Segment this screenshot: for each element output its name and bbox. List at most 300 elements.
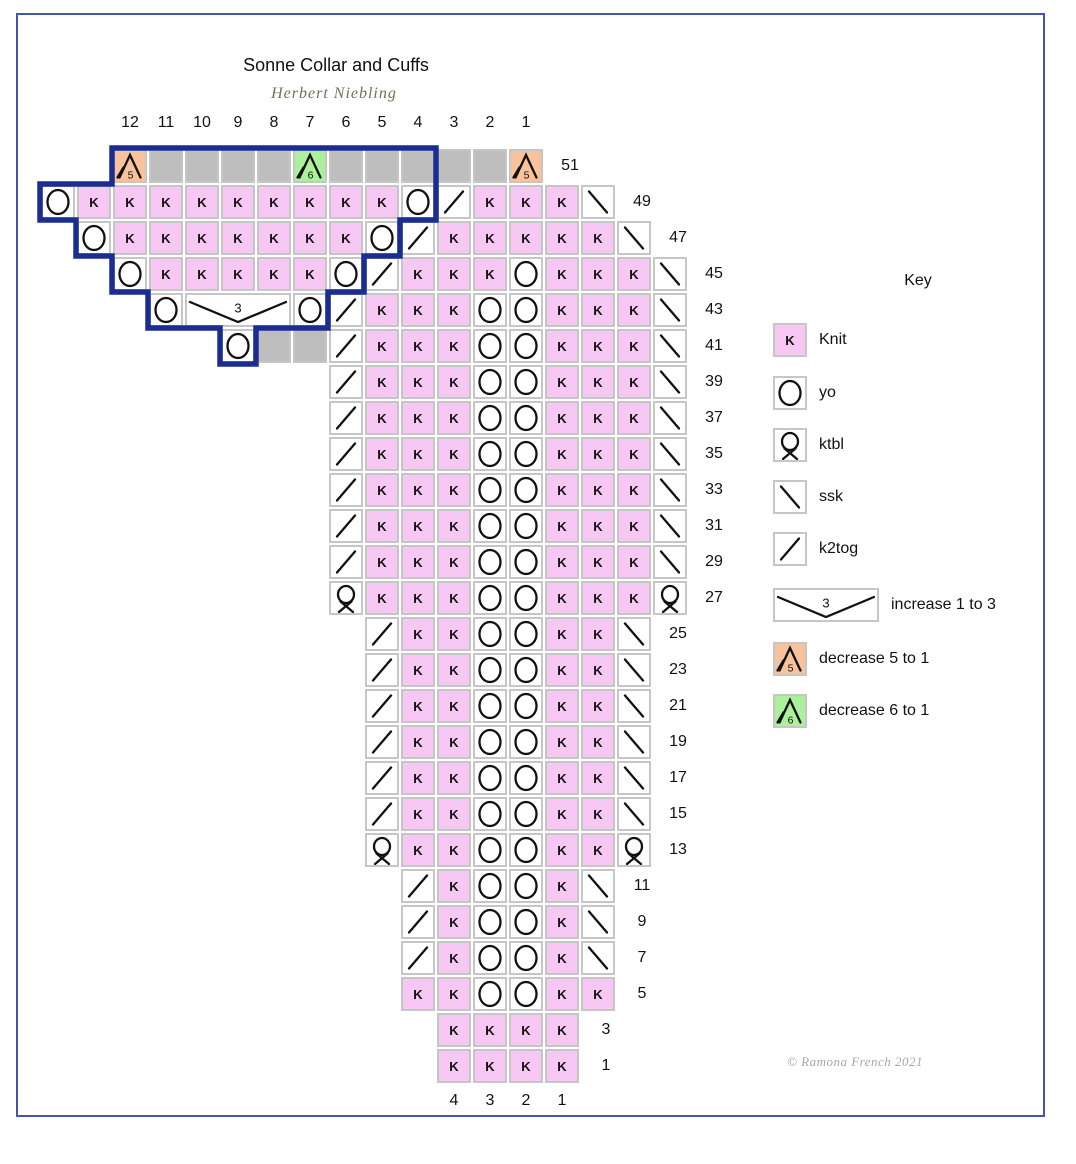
column-number-label: 2 [521,1092,531,1109]
chart-cell-ssk [581,905,615,939]
chart-cell-yo [473,509,507,543]
chart-cell-yo [473,977,507,1011]
chart-cell-k [113,185,147,219]
chart-cell-yo [473,437,507,471]
key-symbol-inc3 [773,588,879,622]
chart-cell-dec5 [509,149,543,183]
knit-glyph: K [305,194,315,210]
chart-cell-k [221,221,255,255]
knit-glyph: K [593,446,603,462]
knit-glyph: K [413,482,423,498]
chart-cell-k [365,329,399,363]
row-number-label: 15 [669,805,687,822]
column-number-label: 7 [305,114,315,131]
row-number-label: 3 [601,1021,611,1038]
chart-cell-k [617,509,651,543]
row-number-label: 33 [705,481,723,498]
chart-cell-k [401,833,435,867]
chart-cell-yo [473,833,507,867]
chart-cell-k [401,365,435,399]
row-number-label: 45 [705,265,723,282]
column-number-label: 3 [449,114,459,131]
knit-glyph: K [413,842,423,858]
knit-glyph: K [413,806,423,822]
chart-cell-ssk [617,653,651,687]
row-number-label: 27 [705,589,723,606]
chart-cell-k [581,653,615,687]
chart-cell-k [257,257,291,291]
chart-cell-ssk [653,365,687,399]
chart-cell-k2tog [329,437,363,471]
chart-cell-k [581,797,615,831]
chart-cell-yo [509,365,543,399]
chart-cell-k [365,293,399,327]
knit-glyph: K [377,482,387,498]
chart-cell-k2tog [365,257,399,291]
chart-cell-gray [293,329,327,363]
knit-glyph: K [413,698,423,714]
knit-glyph: K [593,338,603,354]
chart-cell-k [401,725,435,759]
chart-cell-k [437,1013,471,1047]
chart-cell-yo [473,545,507,579]
knit-glyph: K [449,734,459,750]
chart-cell-yo [509,761,543,795]
chart-cell-k [437,617,471,651]
knit-glyph: K [125,230,135,246]
svg-text:6: 6 [307,169,314,181]
knit-glyph: K [485,230,495,246]
knit-glyph: K [377,338,387,354]
knit-glyph: K [161,266,171,282]
chart-cell-k2tog [401,905,435,939]
chart-cell-k [401,977,435,1011]
chart-cell-k [437,653,471,687]
chart-cell-k [437,401,471,435]
knit-glyph: K [593,482,603,498]
chart-cell-k [437,761,471,795]
knit-glyph: K [593,986,603,1002]
key-item-label: k2tog [819,540,859,557]
row-number-label: 39 [705,373,723,390]
row-number-label: 19 [669,733,687,750]
svg-text:3: 3 [234,300,242,316]
chart-cell-k [545,185,579,219]
chart-cell-k [545,545,579,579]
chart-title: Sonne Collar and Cuffs [243,55,429,75]
chart-cell-k [581,329,615,363]
knit-glyph: K [593,734,603,750]
chart-cell-k [185,185,219,219]
chart-cell-k [401,509,435,543]
key-title: Key [904,272,932,289]
chart-cell-yo [509,869,543,903]
chart-cell-k [581,365,615,399]
knit-glyph: K [341,194,351,210]
chart-cell-k [401,617,435,651]
chart-cell-k [545,581,579,615]
knit-glyph: K [161,194,171,210]
knit-glyph: K [557,626,567,642]
row-number-label: 35 [705,445,723,462]
row-number-label: 21 [669,697,687,714]
chart-cell-k [365,437,399,471]
chart-cell-k [545,437,579,471]
chart-cell-k [545,329,579,363]
knit-glyph: K [557,770,567,786]
svg-text:5: 5 [127,169,134,181]
knit-glyph: K [557,302,567,318]
knit-glyph: K [377,410,387,426]
knit-glyph: K [557,662,567,678]
chart-cell-k [365,473,399,507]
knit-glyph: K [413,734,423,750]
column-number-label: 12 [121,114,139,131]
knit-glyph: K [593,302,603,318]
knit-glyph: K [593,662,603,678]
knit-glyph: K [449,1022,459,1038]
chart-cell-k [293,221,327,255]
chart-cell-k [545,221,579,255]
chart-cell-yo [509,329,543,363]
chart-cell-k [581,221,615,255]
knit-glyph: K [557,878,567,894]
chart-cell-k [617,293,651,327]
knit-glyph: K [377,374,387,390]
chart-cell-k [545,1013,579,1047]
knit-glyph: K [557,1058,567,1074]
knit-glyph: K [305,230,315,246]
knit-glyph: K [593,554,603,570]
knit-glyph: K [449,842,459,858]
chart-cell-k [437,905,471,939]
chart-cell-k [257,221,291,255]
chart-cell-k2tog [329,509,363,543]
chart-cell-k [581,725,615,759]
chart-cell-yo [473,365,507,399]
knit-glyph: K [593,626,603,642]
row-number-label: 37 [705,409,723,426]
key-item-label: yo [819,384,836,401]
chart-cell-k [473,257,507,291]
chart-cell-k [581,689,615,723]
knit-glyph: K [449,374,459,390]
knit-glyph: K [413,770,423,786]
key-item-label: decrease 6 to 1 [819,702,930,719]
column-number-label: 4 [449,1092,459,1109]
chart-cell-yo [509,293,543,327]
chart-cell-k [437,833,471,867]
column-number-label: 5 [377,114,387,131]
knit-glyph: K [89,194,99,210]
row-number-label: 1 [601,1057,611,1074]
chart-cell-k [545,977,579,1011]
chart-cell-ssk [581,869,615,903]
chart-cell-k [185,221,219,255]
chart-cell-ssk [581,941,615,975]
knit-glyph: K [521,1058,531,1074]
knit-glyph: K [449,1058,459,1074]
chart-cell-k [401,797,435,831]
chart-cell-yo [509,977,543,1011]
chart-cell-ssk [617,617,651,651]
chart-cell-ssk [617,797,651,831]
knit-glyph: K [449,626,459,642]
knit-glyph: K [413,338,423,354]
row-number-label: 41 [705,337,723,354]
knit-glyph: K [449,914,459,930]
chart-cell-yo [401,185,435,219]
knit-glyph: K [377,554,387,570]
knit-glyph: K [629,446,639,462]
knit-glyph: K [377,194,387,210]
knit-glyph: K [629,302,639,318]
chart-cell-k [617,401,651,435]
chart-cell-ktbl [365,833,399,867]
row-number-label: 9 [637,913,647,930]
knit-glyph: K [629,410,639,426]
chart-cell-k [437,797,471,831]
chart-cell-k [293,185,327,219]
chart-cell-k [581,761,615,795]
chart-cell-k [545,833,579,867]
chart-cell-yo [473,329,507,363]
chart-cell-k [545,905,579,939]
chart-cell-k [581,437,615,471]
chart-cell-ktbl [617,833,651,867]
knit-glyph: K [413,410,423,426]
chart-cell-k2tog [365,653,399,687]
row-number-label: 51 [561,157,579,174]
svg-text:5: 5 [787,662,794,674]
chart-cell-k [437,257,471,291]
chart-cell-k [113,221,147,255]
key-symbol-ssk [773,480,807,514]
chart-cell-yo [509,905,543,939]
chart-cell-yo [149,293,183,327]
chart-cell-k2tog [401,869,435,903]
knit-glyph: K [593,374,603,390]
chart-cell-k [581,473,615,507]
chart-cell-yo [509,473,543,507]
chart-cell-ssk [653,509,687,543]
knit-glyph: K [305,266,315,282]
chart-cell-ssk [617,689,651,723]
knit-glyph: K [125,194,135,210]
knit-glyph: K [449,950,459,966]
key-item-label: decrease 5 to 1 [819,650,930,667]
knit-glyph: K [629,482,639,498]
chart-cell-yo [473,869,507,903]
chart-cell-k [545,941,579,975]
chart-cell-k [401,329,435,363]
key-symbol-dec6 [773,694,807,728]
chart-cell-yo [473,617,507,651]
knit-glyph: K [413,554,423,570]
knit-glyph: K [269,194,279,210]
chart-cell-k2tog [365,689,399,723]
chart-cell-yo [329,257,363,291]
knit-glyph: K [413,302,423,318]
knit-glyph: K [449,662,459,678]
chart-cell-k [401,473,435,507]
knit-glyph: K [593,770,603,786]
column-number-label: 3 [485,1092,495,1109]
chart-cell-k [509,221,543,255]
chart-cell-k [437,293,471,327]
knit-glyph: K [557,698,567,714]
knit-glyph: K [629,338,639,354]
column-number-label: 11 [157,114,175,131]
chart-cell-yo [473,761,507,795]
key-symbol-ktbl [773,428,807,462]
chart-cell-k [545,617,579,651]
knit-glyph: K [629,518,639,534]
chart-cell-yo [41,185,75,219]
chart-cell-yo [509,725,543,759]
column-number-label: 8 [269,114,279,131]
chart-cell-k [437,473,471,507]
knit-glyph: K [449,770,459,786]
row-number-label: 31 [705,517,723,534]
chart-cell-k [617,581,651,615]
knit-glyph: K [341,230,351,246]
copyright-text: © Ramona French 2021 [787,1054,924,1069]
key-symbol-k2tog [773,532,807,566]
chart-cell-k [365,545,399,579]
knit-glyph: K [449,698,459,714]
chart-cell-k2tog [401,221,435,255]
chart-cell-yo [509,581,543,615]
chart-cell-dec5 [113,149,147,183]
chart-cell-gray [401,149,435,183]
chart-cell-yo [509,689,543,723]
chart-cell-k2tog [329,473,363,507]
knit-glyph: K [557,446,567,462]
chart-cell-ssk [653,437,687,471]
knit-glyph: K [413,266,423,282]
knit-glyph: K [557,554,567,570]
chart-cell-gray [257,329,291,363]
key-item-label: Knit [819,331,847,348]
knit-glyph: K [557,410,567,426]
chart-author: Herbert Niebling [271,85,397,102]
knit-glyph: K [485,266,495,282]
knit-glyph: K [449,266,459,282]
chart-cell-k [77,185,111,219]
knit-glyph: K [557,1022,567,1038]
chart-cell-k2tog [329,545,363,579]
knit-glyph: K [593,806,603,822]
knit-glyph: K [557,266,567,282]
chart-cell-k [401,437,435,471]
chart-cell-yo [509,401,543,435]
chart-cell-k2tog [329,365,363,399]
chart-cell-k [617,545,651,579]
knit-glyph: K [557,590,567,606]
knit-glyph: K [413,518,423,534]
chart-cell-k [365,509,399,543]
chart-cell-k [437,221,471,255]
knit-glyph: K [449,482,459,498]
chart-cell-gray [437,149,471,183]
chart-cell-k [545,509,579,543]
chart-cell-ssk [653,401,687,435]
chart-cell-ssk [653,329,687,363]
chart-cell-gray [257,149,291,183]
chart-cell-k [329,221,363,255]
knit-glyph: K [449,446,459,462]
chart-cell-k [545,869,579,903]
chart-cell-yo [473,797,507,831]
knit-glyph: K [521,1022,531,1038]
knit-glyph: K [557,986,567,1002]
knit-glyph: K [557,374,567,390]
chart-cell-gray [185,149,219,183]
chart-cell-k [437,869,471,903]
knit-glyph: K [377,590,387,606]
chart-cell-k [149,185,183,219]
column-number-label: 9 [233,114,243,131]
chart-cell-k [329,185,363,219]
knit-glyph: K [485,1022,495,1038]
chart-cell-yo [113,257,147,291]
knit-glyph: K [269,230,279,246]
chart-cell-k [257,185,291,219]
chart-cell-dec6 [293,149,327,183]
chart-cell-k [437,545,471,579]
knit-glyph: K [593,230,603,246]
chart-cell-k [365,581,399,615]
knit-glyph: K [413,626,423,642]
chart-cell-k [581,833,615,867]
chart-cell-k [581,257,615,291]
chart-cell-k [473,185,507,219]
svg-text:6: 6 [787,714,794,726]
chart-cell-k [581,401,615,435]
chart-cell-ssk [617,725,651,759]
knit-glyph: K [557,194,567,210]
chart-cell-yo [473,905,507,939]
chart-cell-k [149,257,183,291]
row-number-label: 29 [705,553,723,570]
knit-glyph: K [593,842,603,858]
chart-cell-k [617,257,651,291]
knit-glyph: K [197,266,207,282]
chart-cell-yo [473,689,507,723]
knit-glyph: K [557,338,567,354]
row-number-label: 23 [669,661,687,678]
knit-glyph: K [629,590,639,606]
chart-cell-k [617,437,651,471]
chart-cell-k [437,941,471,975]
chart-cell-k [149,221,183,255]
chart-cell-yo [509,617,543,651]
chart-cell-gray [149,149,183,183]
chart-cell-yo [509,797,543,831]
chart-cell-k [545,293,579,327]
chart-cell-gray [221,149,255,183]
chart-cell-k [545,761,579,795]
row-number-label: 7 [637,949,647,966]
knit-glyph: K [449,590,459,606]
knit-glyph: K [593,266,603,282]
chart-cell-k [545,653,579,687]
knit-glyph: K [557,230,567,246]
chart-cell-k [473,221,507,255]
chart-cell-k [545,473,579,507]
chart-cell-ssk [653,257,687,291]
